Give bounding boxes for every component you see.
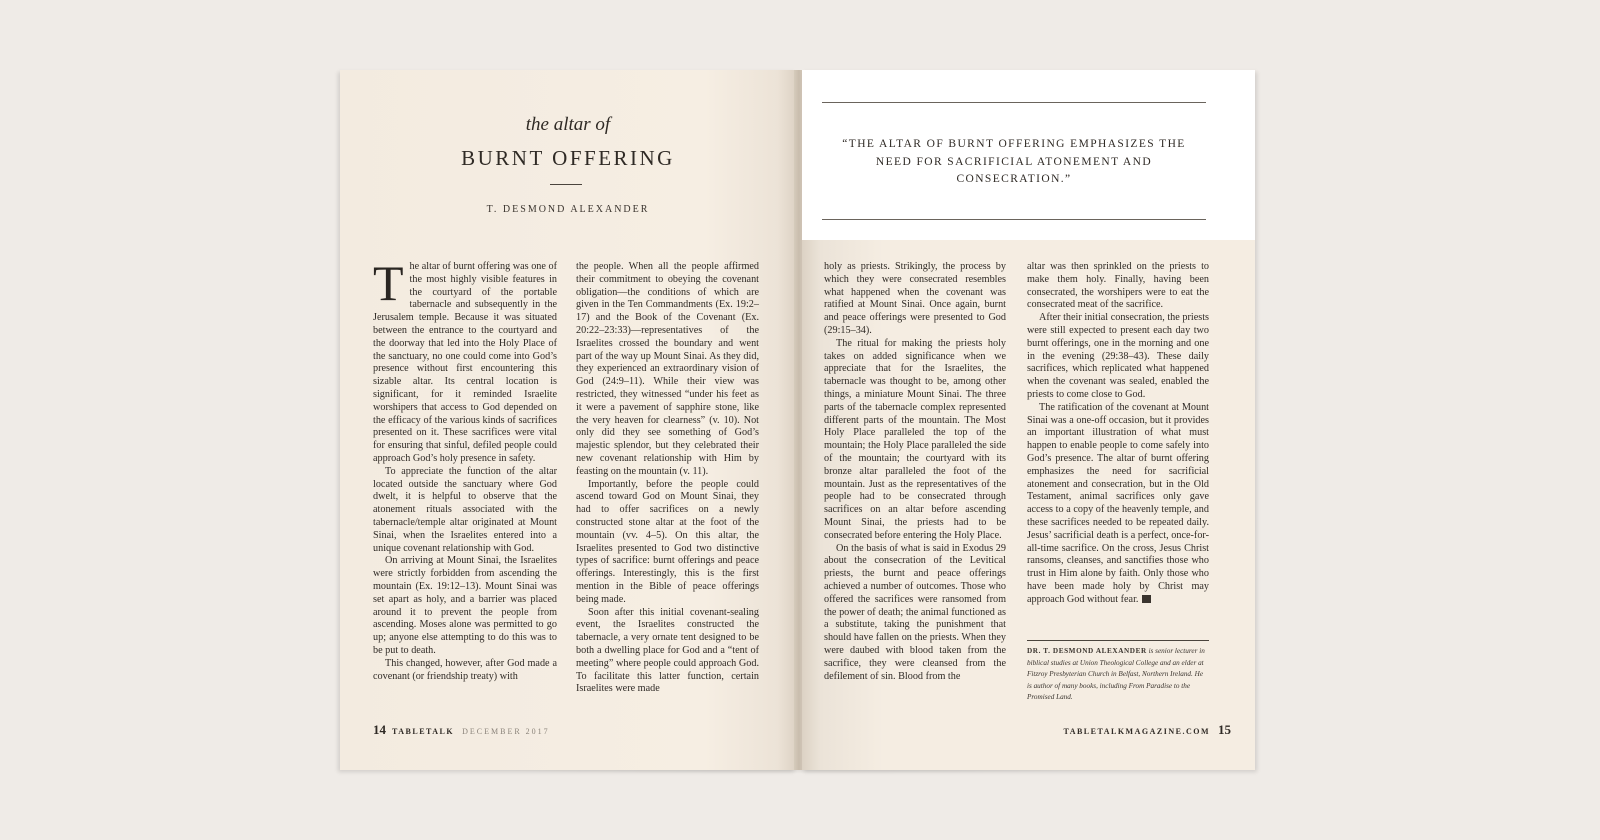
paragraph: altar was then sprinkled on the priests to make them holy. Finally, having been consecrated, the worshipers were to eat the consecrated meat of the sacrifice. (1027, 261, 1209, 311)
title-divider (550, 184, 582, 185)
left-folio (373, 722, 550, 738)
right-column-1 (824, 261, 1006, 683)
paragraph: The ratification of the covenant at Mount Sinai was a one-off occasion, but it provides an important illustration of what must happen to enable people to come safely into God’s presence. The altar of burnt offering emphasizes the need for sacrificial atonement and consecration, but in the Old Testament, animal sacrifices only gave access to a copy of the heavenly temple, and these sacrifices needed to be repeated daily. Jesus’ sacrificial death is a perfect, once-for-all-time sacrifice. On the cross, Jesus Christ ransoms, cleanses, and sanctifies those who trust in Him alone by faith. Only those who have been made holy by Christ may approach God without fear. T (1027, 401, 1209, 605)
right-folio (1063, 722, 1231, 738)
page-number: 15 (1218, 722, 1231, 737)
left-page (340, 70, 796, 770)
magazine-spread (340, 70, 1255, 770)
page-number: 14 (373, 722, 386, 737)
quote-rule-top (822, 102, 1206, 103)
bio-name: DR. T. DESMOND ALEXANDER (1027, 647, 1147, 655)
left-column-1 (373, 255, 557, 683)
article-pretitle: the altar of (525, 114, 611, 135)
right-page (802, 70, 1255, 770)
paragraph: Soon after this initial covenant-sealing event, the Israelites constructed the tabernacle, a very ornate tent designed to be both a dwelling place for God and a “tent of meeting” where people could approach God. To facilitate this latter function, certain Israelites were made (576, 606, 759, 695)
paragraph: On arriving at Mount Sinai, the Israelites were strictly forbidden from ascending the mountain (Ex. 19:12–13). Mount Sinai was set apart as holy, and a barrier was placed around it to prevent the people from ascending. Moses alone was permitted to go up; anyone else attempting to do this was to be put to death. (373, 555, 557, 656)
paragraph: the people. When all the people affirmed their commitment to obeying the covenant obligation—the conditions of which are given in the Ten Commandments (Ex. 19:2–17) and the Book of the Covenant (Ex. 20:22–23:33)—representatives of the Israelites crossed the boundary and went part of the way up Mount Sinai. As they did, they experienced an extraordinary vision of God (24:9–11). While their view was restricted, they witnessed “under his feet as it were a pavement of sapphire stone, like the very heaven for clearness” (v. 10). Not only did they see something of God’s majestic splendor, but they celebrated their new covenant relationship with Him by feasting on the mountain (v. 11). (576, 261, 759, 477)
paragraph: Importantly, before the people could ascend toward God on Mount Sinai, they had to offer sacrifices on a newly constructed stone altar at the foot of the mountain (vv. 4–5). On this altar, the Israelites presented to God two distinctive types of sacrifice: burnt offerings and peace offerings. Interestingly, this is the first mention in the Bible of peace offerings being made. (576, 478, 759, 605)
magazine-name: TABLETALK (392, 727, 455, 736)
left-column-2 (576, 261, 759, 696)
end-mark-icon: T (1142, 595, 1151, 603)
paragraph: This changed, however, after God made a covenant (or friendship treaty) with (373, 657, 557, 682)
drop-cap: T (373, 255, 404, 311)
paragraph: The ritual for making the priests holy takes on added significance when we appreciate that for the Israelites, the tabernacle was thought to be, among other things, a miniature Mount Sinai. The three parts of the tabernacle complex represented different parts of the mountain. The Most Holy Place paralleled the top of the mountain; the Holy Place paralleled the side of the mountain; the courtyard with its bronze altar paralleled the foot of the mountain. Just as the representatives of the people had to be consecrated through sacrifices on an altar before ascending Mount Sinai, the priests had to be consecrated before entering the Holy Place. (824, 337, 1006, 541)
article-title: BURNT OFFERING (461, 146, 675, 170)
quote-rule-bottom (822, 219, 1206, 220)
issue-date: DECEMBER 2017 (462, 727, 550, 736)
bio-divider (1027, 640, 1209, 641)
paragraph: After their initial consecration, the priests were still expected to present each day two burnt offerings, one in the morning and one in the evening (29:38–43). These daily sacrifices, which replicated what happened when the covenant was sealed, enabled the priests to come close to God. (1027, 312, 1209, 400)
article-author: T. DESMOND ALEXANDER (486, 204, 650, 215)
bio-text: is senior lecturer in biblical studies at Union Theological College and an elder at Fitzroy Presbyterian Church in Belfast, Northern Ireland. He is author of many books, including From Paradise to the Promised Land. (1027, 647, 1205, 701)
paragraph: holy as priests. Strikingly, the process by which they were consecrated resembles what happened when the covenant was ratified at Mount Sinai. Once again, burnt and peace offerings were presented to God (29:15–34). (824, 261, 1006, 336)
pull-quote-box (802, 70, 1255, 240)
right-column-2 (1027, 261, 1209, 607)
paragraph: On the basis of what is said in Exodus 29 about the consecration of the Levitical priests, the burnt and peace offerings achieved a number of outcomes. Those who offered the sacrifices were ransomed from the power of death; the animal functioned as a substitute, taking the punishment that should have fallen on the priests. When they were daubed with blood taken from the sacrifice, they were cleansed from the defilement of sin. Blood from the (824, 542, 1006, 682)
magazine-website: TABLETALKMAGAZINE.COM (1063, 727, 1210, 736)
pull-quote: “THE ALTAR OF BURNT OFFERING EMPHASIZES THE NEED FOR SACRIFICIAL ATONEMENT AND CONSECRATION.” (842, 138, 1186, 185)
author-bio (1027, 646, 1209, 704)
paragraph: The altar of burnt offering was one of the most highly visible features in the courtyard of the portable tabernacle and subsequently in the Jerusalem temple. Because it was situated between the entrance to the courtyard and the doorway that led into the Holy Place of the sanctuary, no one could come into God’s presence without first encountering this sizable altar. Its central location is significant, for it reminded Israelite worshipers that access to God depended on the efficacy of the various kinds of sacrifices presented on it. These sacrifices were vital for ensuring that sinful, defiled people could approach God’s holy presence in safety. (373, 255, 557, 464)
paragraph: To appreciate the function of the altar located outside the sanctuary where God dwelt, it is helpful to observe that the atonement rituals associated with the tabernacle/temple altar originated at Mount Sinai, when the Israelites entered into a unique covenant relationship with God. (373, 465, 557, 554)
